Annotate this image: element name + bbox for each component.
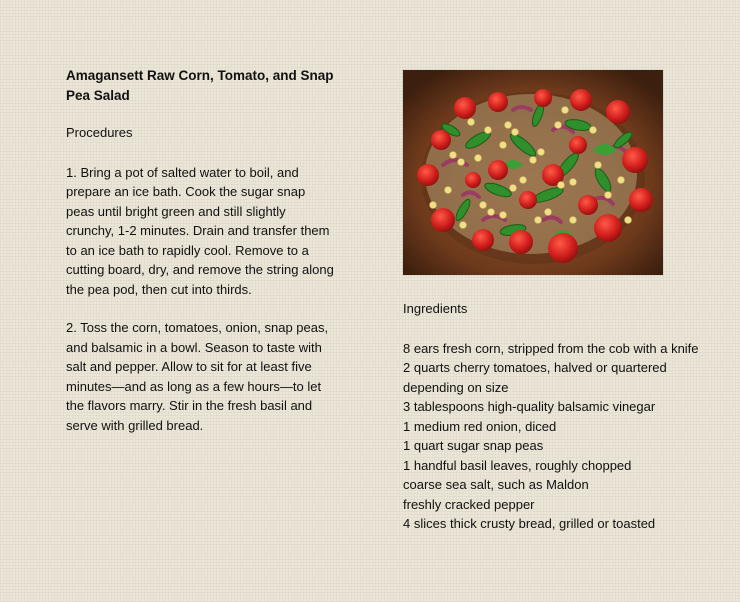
ingredient-item: freshly cracked pepper: [403, 496, 535, 512]
ingredient-item: coarse sea salt, such as Maldon: [403, 477, 589, 492]
ingredient-item: 1 medium red onion, diced: [403, 418, 557, 434]
ingredient-item: 4 slices thick crusty bread, grilled or toasted: [403, 516, 656, 531]
salad-photo: [403, 70, 663, 275]
ingredient-item: 1 quart sugar snap peas: [403, 438, 544, 453]
ingredient-item: 1 handful basil leaves, roughly chopped: [403, 457, 632, 473]
procedures-heading: Procedures: [66, 125, 133, 140]
ingredients-list: [403, 339, 703, 534]
ingredient-item: 3 tablespoons high-quality balsamic vinegar: [403, 399, 656, 414]
ingredients-column: [403, 70, 703, 534]
ingredient-item: 2 quarts cherry tomatoes, halved or quartered depending on size: [403, 360, 667, 395]
step-1: 1. Bring a pot of salted water to boil, and prepare an ice bath. Cook the sugar snap peas until bright green and still slightly crunchy, 1-2 minutes. Drain and transfer them to an ice bath to rapidly cool. Remove to a cutting board, dry, and remove the string along the pea pod, then cut into thirds.: [66, 164, 334, 297]
ingredients-heading: Ingredients: [403, 301, 468, 316]
procedures-column: [66, 66, 334, 454]
recipe-title: Amagansett Raw Corn, Tomato, and Snap Pea Salad: [66, 68, 334, 103]
step-2: 2. Toss the corn, tomatoes, onion, snap peas, and balsamic in a bowl. Season to taste with salt and pepper. Allow to sit for at least five minutes—and as long as a few hours—to let the flavors marry. Stir in the fresh basil and serve with grilled bread.: [66, 320, 329, 433]
ingredient-item: 8 ears fresh corn, stripped from the cob with a knife: [403, 340, 699, 356]
